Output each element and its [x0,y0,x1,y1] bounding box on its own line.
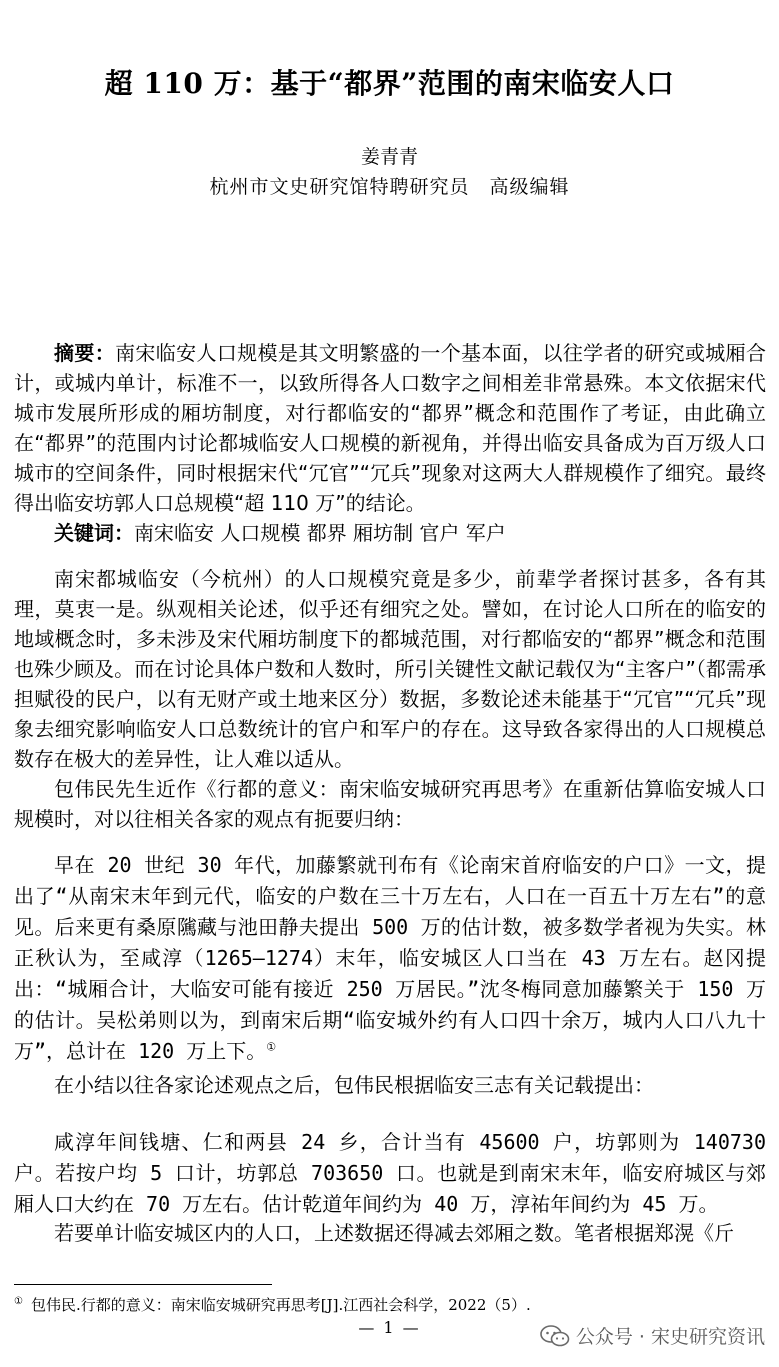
footnote-divider [14,1284,272,1285]
author-name: 姜青青 [360,146,418,168]
abstract-text: 南宋临安人口规模是其文明繁盛的一个基本面，以往学者的研究或城厢合计，或城内单计，标准不一，以致所得各人口数字之间相差非常悬殊。本文依据宋代城市发展所形成的厢坊制度，对行都临安的“都界”概念和范围作了考证，由此确立在“都界”的范围内讨论都城临安人口规模的新视角，并得出临安具备成为百万级人口城市的空间条件，同时根据宋代“冗官”“冗兵”现象对这两大人群规模作了细究。最终得出临安坊郭人口总规模“超 110 万”的结论。 [14,341,767,515]
watermark [540,1322,765,1349]
quote-1-body: 早在 20 世纪 30 年代，加藤繁就刊布有《论南宋首府临安的户口》一文，提出了“从南宋末年到元代，临安的户数在三十万左右，人口在一百五十万左右”的意见。后来更有桑原隲藏与池田静夫提出 500 万的估计数，被多数学者视为失实。林正秋认为，至咸淳（1265—1274）末年，临安城区人口当在 43 万左右。赵冈提出：“城厢合计，大临安可能有接近 250 万居民。”沈冬梅同意加藤繁关于 150 万的估计。吴松弟则以为，到南宋后期“临安城外约有人口四十余万，城内人口八九十万”，总计在 120 万上下。 [14,853,766,1063]
keywords [14,518,766,548]
paper-title: 超 110 万：基于“都界”范围的南宋临安人口 [104,67,675,100]
block-quote-1-text [14,850,766,1067]
block-quote-2 [14,1127,766,1220]
watermark-text: 公众号 · 宋史研究资讯 [575,1326,765,1348]
page-number: — 1 — [358,1318,421,1337]
body-section-2 [14,1218,766,1248]
abstract [14,338,766,518]
footnote-mark: ① [14,1296,23,1307]
footnote-reference[interactable]: ① [266,1040,277,1054]
abstract-label: 摘要： [54,341,116,365]
body-paragraph-3: 在小结以往各家论述观点之后，包伟民根据临安三志有关记载提出： [54,1073,654,1097]
body-paragraph-2: 包伟民先生近作《行都的意义：南宋临安城研究再思考》在重新估算临安城人口规模时，对以往相关各家的观点有扼要归纳： [14,777,766,831]
footnote-text: 包伟民.行都的意义：南宋临安城研究再思考[J].江西社会科学，2022（5）. [30,1296,531,1314]
body-section-1 [14,564,766,834]
author-affiliation: 杭州市文史研究馆特聘研究员 高级编辑 [209,176,570,198]
keywords-label: 关键词： [54,521,134,545]
footnote [14,1294,531,1315]
wechat-icon [540,1325,570,1347]
block-quote-1 [14,850,766,1067]
body-paragraph-4: 若要单计临安城区内的人口，上述数据还得减去郊厢之数。笔者根据郑滉《斤 [54,1221,734,1245]
keywords-text: 南宋临安 人口规模 都界 厢坊制 官户 军户 [134,521,506,545]
body-paragraph-1: 南宋都城临安（今杭州）的人口规模究竟是多少，前辈学者探讨甚多，各有其理，莫衷一是。纵观相关论述，似乎还有细究之处。譬如，在讨论人口所在的临安的地域概念时，多未涉及宋代厢坊制度下的都城范围，对行都临安的“都界”概念和范围也殊少顾及。而在讨论具体户数和人数时，所引关键性文献记载仅为“主客户”（都需承担赋役的民户，以有无财产或土地来区分）数据，多数论述未能基于“冗官”“冗兵”现象去细究影响临安人口总数统计的官户和军户的存在。这导致各家得出的人口规模总数存在极大的差异性，让人难以适从。 [14,567,766,771]
block-quote-2-text: 咸淳年间钱塘、仁和两县 24 乡，合计当有 45600 户，坊郭则为 140730 户。若按户均 5 口计，坊郭总 703650 口。也就是到南宋末年，临安府城区与郊厢人口大约在 70 万左右。估计乾道年间约为 40 万，淳祐年间约为 45 万。 [14,1130,766,1216]
